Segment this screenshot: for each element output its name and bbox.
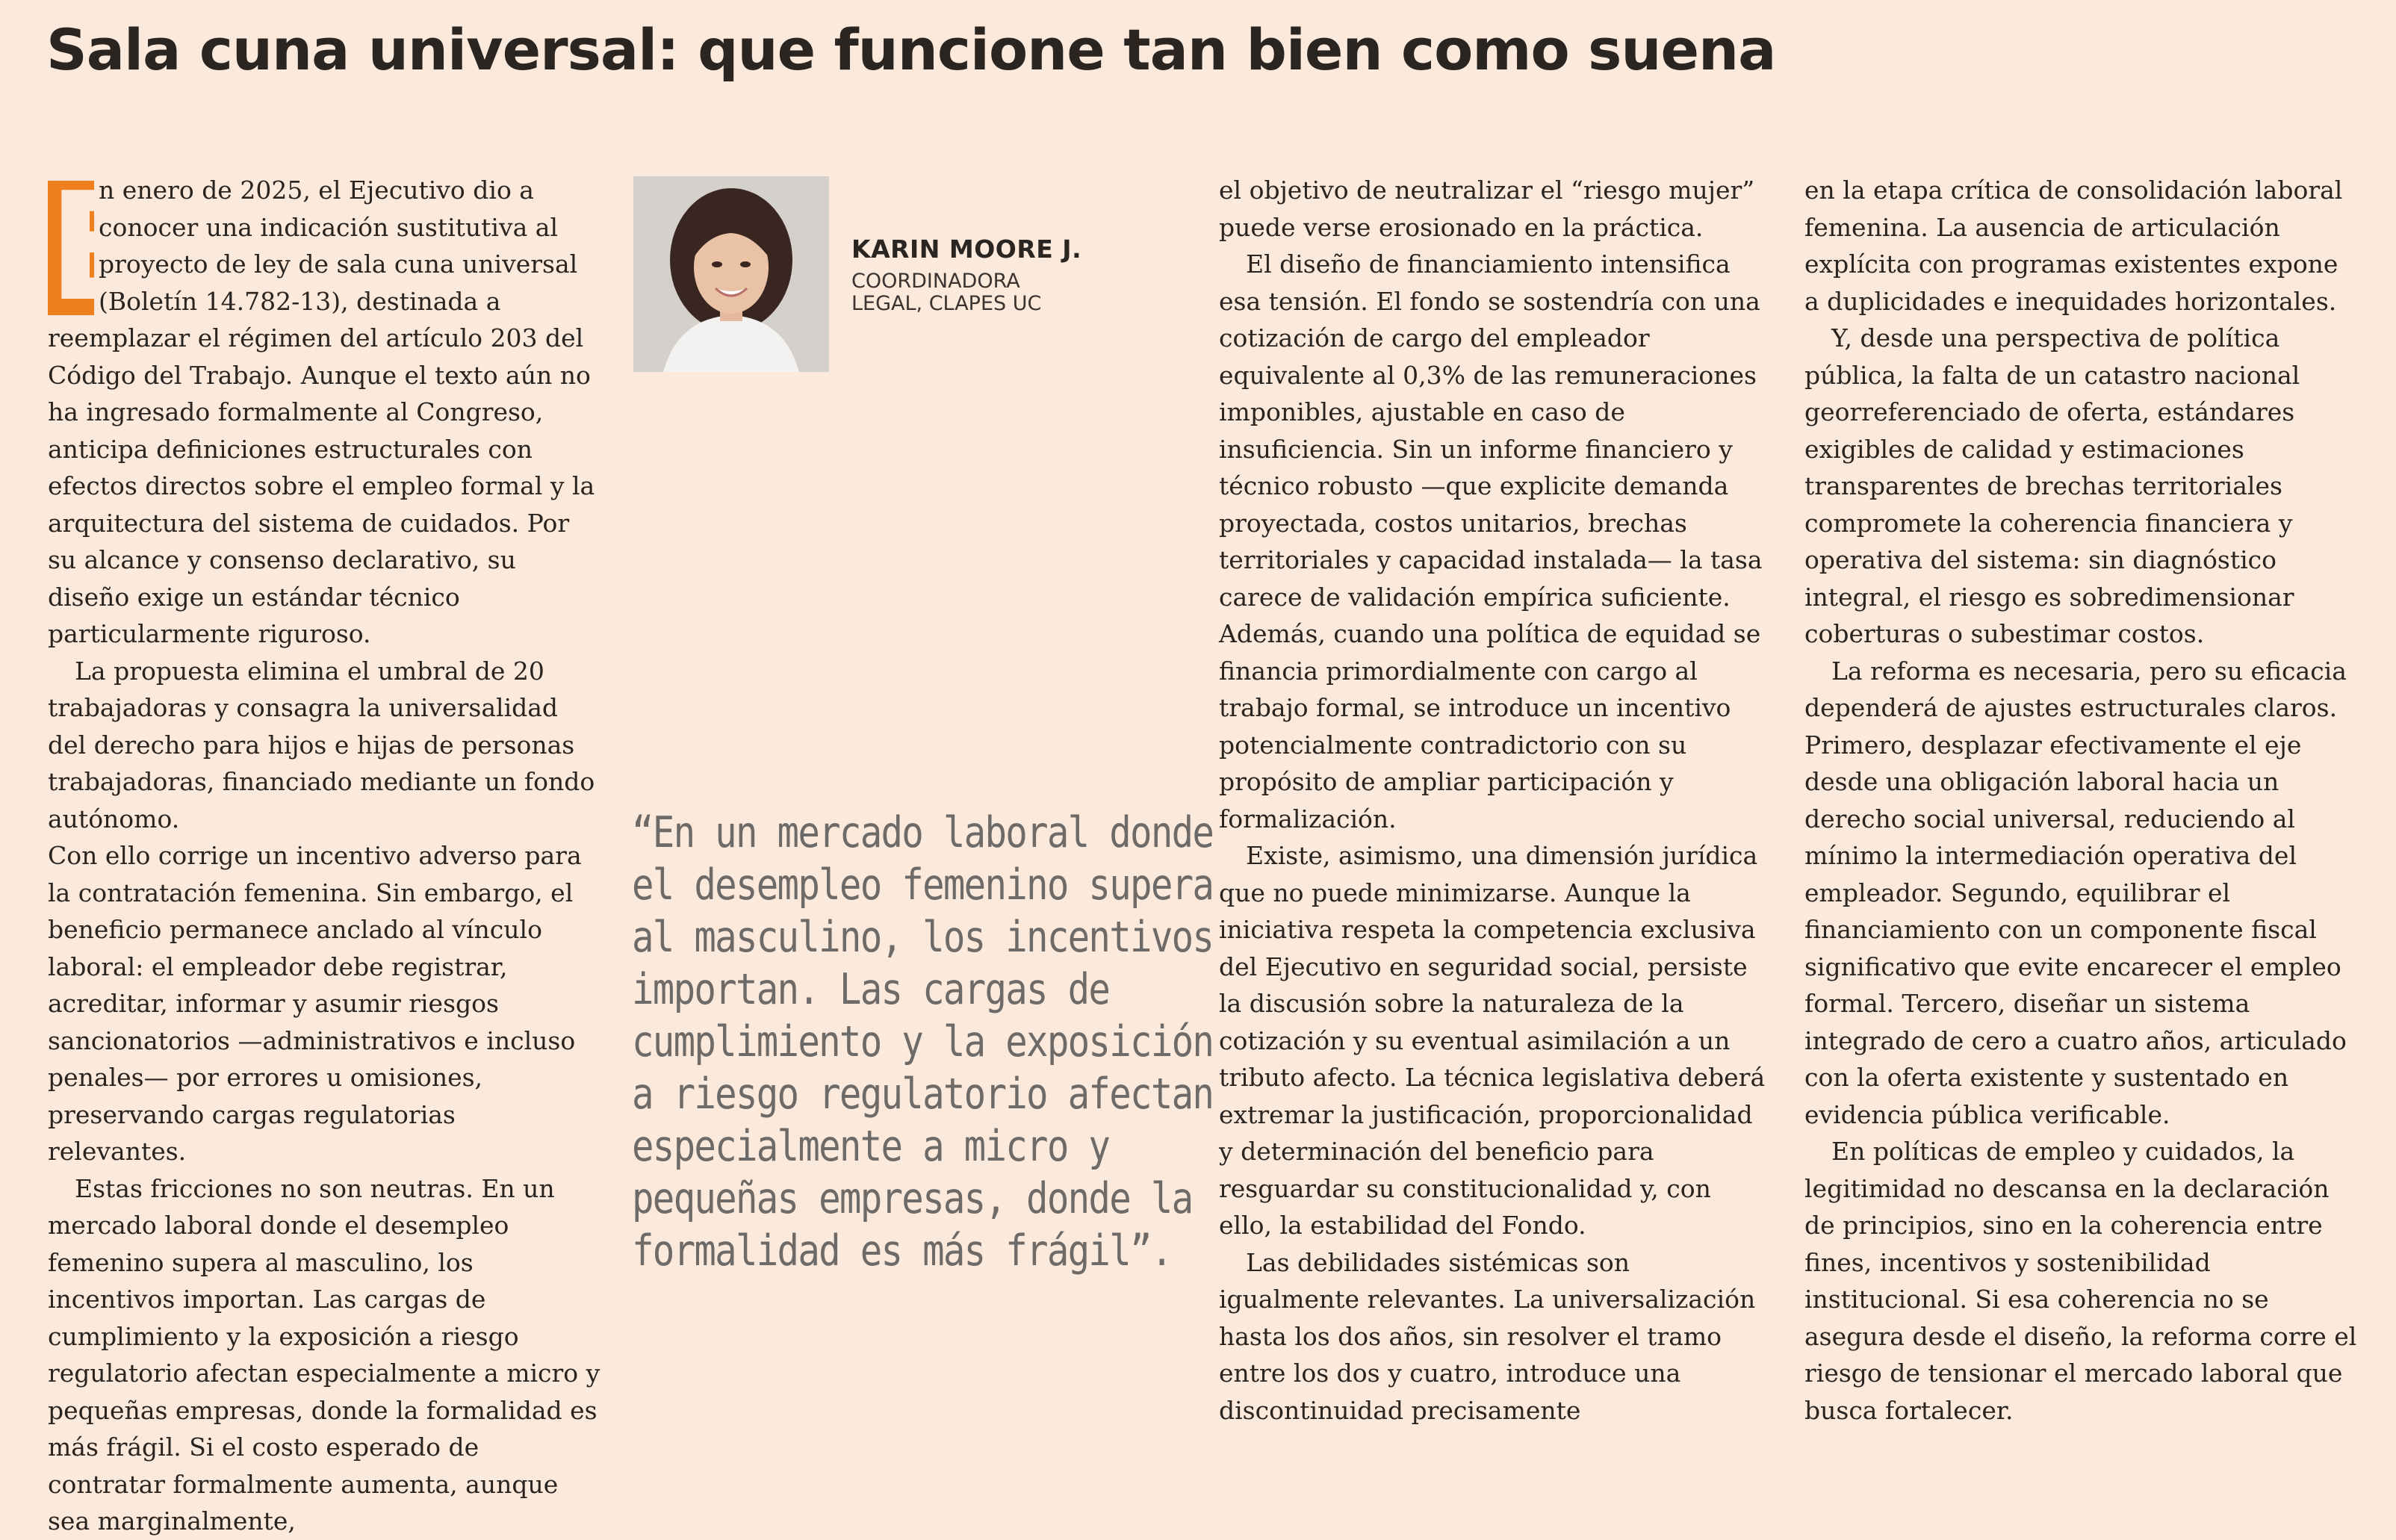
- article-paragraph: Y, desde una perspectiva de política pública, la falta de un catastro nacional georreferenciado de oferta, estándares exigibles de calidad y estimaciones transparentes de brechas territoriales compromete la coherencia financiera y operativa del sistema: sin diagnóstico integral, el riesgo es sobredimensionar coberturas o subestimar costos.: [1804, 323, 2300, 648]
- drop-cap: E: [48, 161, 150, 335]
- author-photo: [633, 176, 829, 372]
- article-column-1: [48, 161, 600, 1540]
- pull-quote: [632, 807, 1214, 1277]
- article-paragraph: En políticas de empleo y cuidados, la legitimidad no descansa en la declaración de principios, sino en la coherencia entre fines, incentivos y sostenibilidad institucional. Si esa coherencia no se asegura desde el diseño, la reforma corre el riesgo de tensionar el mercado laboral que busca fortalecer.: [1804, 1137, 2357, 1425]
- article-paragraph: Con ello corrige un incentivo adverso para la contratación femenina. Sin embargo, el beneficio permanece anclado al vínculo laboral: el empleador debe registrar, acreditar, informar y asumir riesgos sancionatorios —administrativos e incluso penales— por errores u omisiones, preservando cargas regulatorias relevantes.: [48, 841, 582, 1166]
- article-paragraph: en la etapa crítica de consolidación laboral femenina. La ausencia de articulación explícita con programas existentes expone a duplicidades e inequidades horizontales.: [1804, 176, 2343, 316]
- pull-quote-line: el desempleo femenino supera: [632, 860, 1214, 910]
- author-box: [633, 176, 1201, 378]
- article-paragraph: Estas fricciones no son neutras. En un mercado laboral donde el desempleo femenino supera al masculino, los incentivos importan. Las cargas de cumplimiento y la exposición a riesgo regulatorio afectan especialmente a micro y pequeñas empresas, donde la formalidad es más frágil. Si el costo esperado de contratar formalmente aumenta, aunque sea marginalmente,: [48, 1173, 600, 1536]
- pull-quote-line: especialmente a micro y: [632, 1122, 1110, 1171]
- author-portrait-icon: [633, 176, 829, 372]
- article-headline: Sala cuna universal: que funcione tan bien como suena: [46, 16, 1776, 83]
- pull-quote-line: “En un mercado laboral donde: [632, 808, 1214, 857]
- pull-quote-line: al masculino, los incentivos: [632, 913, 1214, 962]
- pull-quote-line: a riesgo regulatorio afectan: [632, 1069, 1214, 1119]
- article-paragraph: E n enero de 2025, el Ejecutivo dio a conocer una indicación sustitutiva al proyecto de ley de sala cuna universal (Boletín 14.782-13), destinada a reemplazar el régimen del artículo 203 del Código del Trabajo. Aunque el texto aún no ha ingresado formalmente al Congreso, anticipa definiciones estructurales con efectos directos sobre el empleo formal y la arquitectura del sistema de cuidados. Por su alcance y consenso declarativo, su diseño exige un estándar técnico particularmente riguroso.: [48, 161, 595, 648]
- pull-quote-line: importan. Las cargas de: [632, 965, 1110, 1014]
- article-paragraph: Las debilidades sistémicas son igualmente relevantes. La universalización hasta los dos años, sin resolver el tramo entre los dos y cuatro, introduce una discontinuidad precisamente: [1219, 1247, 1756, 1425]
- author-role-line: LEGAL, CLAPES UC: [851, 292, 1042, 315]
- article-paragraph: La reforma es necesaria, pero su eficacia dependerá de ajustes estructurales claros. Primero, desplazar efectivamente el eje desde una obligación laboral hacia un derecho social universal, reduciendo al mínimo la intermediación operativa del empleador. Segundo, equilibrar el financiamiento con un componente fiscal significativo que evite encarecer el empleo formal. Tercero, diseñar un sistema integrado de cero a cuatro años, articulado con la oferta existente y sustentado en evidencia pública verificable.: [1804, 656, 2347, 1129]
- author-role-line: COORDINADORA: [851, 270, 1020, 293]
- pull-quote-line: cumplimiento y la exposición: [632, 1017, 1214, 1066]
- pull-quote-line: pequeñas empresas, donde la: [632, 1174, 1193, 1223]
- article-paragraph: Existe, asimismo, una dimensión jurídica que no puede minimizarse. Aunque la iniciativa respeta la competencia exclusiva del Ejecutivo en seguridad social, persiste la discusión sobre la naturaleza de la cotización y su eventual asimilación a un tributo afecto. La técnica legislativa deberá extremar la justificación, proporcionalidad y determinación del beneficio para resguardar su constitucionalidad y, con ello, la estabilidad del Fondo.: [1219, 841, 1766, 1240]
- article-paragraph: el objetivo de neutralizar el “riesgo mujer” puede verse erosionado en la práctica.: [1219, 176, 1755, 242]
- article-column-3: [1219, 172, 1772, 1429]
- article-paragraph: El diseño de financiamiento intensifica esa tensión. El fondo se sostendría con una cotización de cargo del empleador equivalente al 0,3% de las remuneraciones imponibles, ajustable en caso de insuficiencia. Sin un informe financiero y técnico robusto —que explicite demanda proyectada, costos unitarios, brechas territoriales y capacidad instalada— la tasa carece de validación empírica suficiente. Además, cuando una política de equidad se financia primordialmente con cargo al trabajo formal, se introduce un incentivo potencialmente contradictorio con su propósito de ampliar participación y formalización.: [1219, 249, 1763, 833]
- article-paragraph: La propuesta elimina el umbral de 20 trabajadoras y consagra la universalidad del derecho para hijos e hijas de personas trabajadoras, financiado mediante un fondo autónomo.: [48, 656, 595, 833]
- pull-quote-line: formalidad es más frágil”.: [632, 1226, 1172, 1276]
- author-name: KARIN MOORE J.: [851, 235, 1082, 264]
- article-column-4: [1804, 172, 2357, 1429]
- author-role: [851, 270, 1090, 315]
